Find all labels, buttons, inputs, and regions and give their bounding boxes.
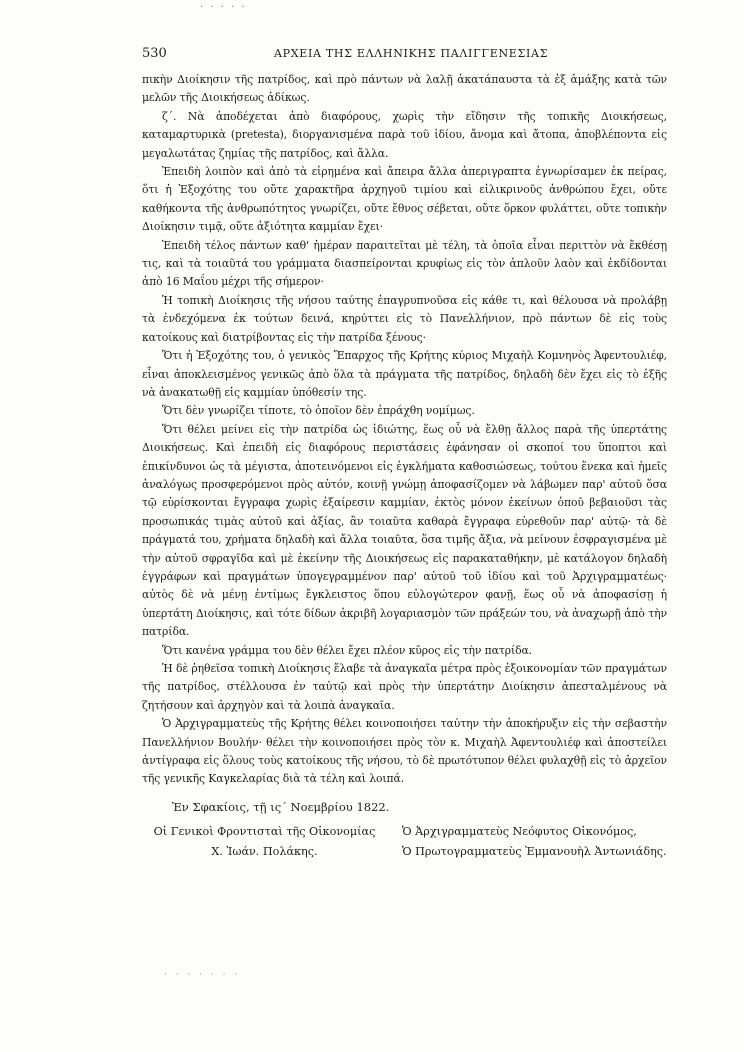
date-line: Ἐν Σφακίοις, τῇ ις΄ Νοεμβρίου 1822. xyxy=(172,799,390,814)
page-header xyxy=(142,46,667,66)
bottom-scan-marks: · · · · · · · xyxy=(164,970,241,980)
paragraph-that-2: Ὅτι δὲν γνωρίζει τίποτε, τὸ ὁποῖον δὲν ἐπράχθη νομίμως. xyxy=(162,404,475,418)
document-body xyxy=(142,71,667,862)
page-number: 530 xyxy=(142,46,167,61)
paragraph-continuation: πικὴν Διοίκησιν τῆς πατρίδος, καὶ πρὸ πάντων νὰ λαλῇ ἀκατάπαυστα τὰ ἐξ ἁμάξης κατὰ τῶν μελῶν τῆς Διοικήσεως ἀδίκως. xyxy=(142,73,667,105)
document-page xyxy=(142,0,667,1052)
signature-block xyxy=(142,822,667,862)
paragraph-secretary: Ὁ Ἀρχιγραμματεὺς τῆς Κρήτης θέλει κοινοποιήσει ταύτην τὴν ἀποκήρυξιν εἰς τὴν σεβαστὴν Πανελλήνιον Βουλήν· θέλει τὴν κοινοποιήσει πρὸς τὸν κ. Μιχαὴλ Ἀφεντουλιέφ καὶ ἀποστείλει ἀντίγραφα εἰς ὅλους τοὺς κατοίκους τῆς νήσου, τὸ δὲ πρωτότυπον θέλει φυλαχθῇ εἰς τὸ ἀρχεῖον τῆς γενικῆς Καγκελαρίας διὰ τὰ τέλη καὶ λοιπά. xyxy=(142,717,667,786)
signature-right-line-2: Ὁ Πρωτογραμματεὺς Ἐμμανουὴλ Ἀντωνιάδης. xyxy=(402,844,667,858)
paragraph-measures: Ἡ δὲ ῥηθεῖσα τοπικὴ Διοίκησις ἔλαβε τὰ ἀναγκαῖα μέτρα πρὸς ἐξοικονομίαν τῶν πραγμάτων τῆς πατρίδος, στέλλουσα ἐν ταὐτῷ καὶ πρὸς τὴν ὑπερτάτην Διοίκησιν ἀπεσταλμένους νὰ ζητήσουν καὶ ἀρχηγὸν καὶ τὰ λοιπὰ ἀναγκαῖα. xyxy=(142,662,667,712)
signature-right-line-1: Ὁ Ἀρχιγραμματεὺς Νεόφυτος Οἰκονόμος, xyxy=(402,824,637,838)
paragraph-item-zeta: ζ΄. Νὰ ἀποδέχεται ἀπὸ διαφόρους, χωρὶς τὴν εἴδησιν τῆς τοπικῆς Διοικήσεως, καταμαρτυρικὰ (pretesta), διοργανισμένα παρὰ τοῦ ἰδίου, ἄνομα καὶ ἄτοπα, ἀποβλέποντα εἰς μεγαλωτάτας ζημίας τῆς πατρίδος, καὶ ἄλλα. xyxy=(142,109,667,160)
paragraph-proclamation: Ἡ τοπικὴ Διοίκησις τῆς νήσου ταύτης ἐπαγρυπνοῦσα εἰς κάθε τι, καὶ θέλουσα νὰ προλάβῃ τὰ ἐνδεχόμενα ἐκ τούτων δεινά, κηρύττει εἰς τὸ Πανελλήνιον, πρὸ πάντων δὲ εἰς τοὺς κατοίκους καὶ διατρίβοντας εἰς τὴν πατρίδα ξένους· xyxy=(142,293,667,344)
top-scan-marks: · · · · · xyxy=(200,2,247,13)
signature-left xyxy=(142,822,387,862)
signature-right xyxy=(402,822,667,862)
paragraph-that-1: Ὅτι ἡ Ἐξοχότης του, ὁ γενικὸς Ἔπαρχος τῆς Κρήτης κύριος Μιχαὴλ Κομνηνὸς Ἀφεντουλιέφ, εἶναι ἀποκλεισμένος γενικῶς ἀπὸ ὅλα τὰ πράγματα τῆς πατρίδος, δηλαδὴ δὲν ἔχει εἰς τὸ ἑξῆς νὰ ἀνακατωθῇ εἰς καμμίαν ὑπόθεσίν της. xyxy=(142,349,667,399)
paragraph-whereas-2: Ἐπειδὴ τέλος πάντων καθ' ἡμέραν παραιτεῖται μὲ τέλη, τὰ ὁποῖα εἶναι περιττὸν νὰ ἔκθέσῃ τις, καὶ τὰ τοιαῦτά του γράμματα διασπείρονται κρυφίως εἰς τὸν ἁπλοῦν λαὸν καὶ ἐκδίδονται ἀπὸ 16 Μαΐου μέχρι τῆς σήμερον· xyxy=(142,238,667,289)
paragraph-whereas-1: Ἐπειδὴ λοιπὸν καὶ ἀπὸ τὰ εἰρημένα καὶ ἄπειρα ἄλλα ἀπεριγραπτα ἐγνωρίσαμεν ἐκ πείρας, ὅτι ἡ Ἐξοχότης του οὔτε χαρακτῆρα ἀρχηγοῦ τιμίου καὶ εἰλικρινοῦς ἀνθρώπου ἔχει, οὔτε καθήκοντα τῆς ἀνθρωπότητος γνωρίζει, οὔτε ἔθνος σέβεται, οὔτε ὅρκον φυλάττει, οὔτε τοπικὴν Διοίκησιν τιμᾷ, οὔτε ἀξιότητα καμμίαν ἔχει· xyxy=(142,165,667,234)
paragraph-that-3: Ὅτι θέλει μείνει εἰς τὴν πατρίδα ὡς ἰδιώτης, ἕως οὗ νὰ ἔλθῃ ἄλλος παρὰ τῆς ὑπερτάτης Διοικήσεως. Καὶ ἐπειδὴ εἰς διαφόρους περιστάσεις ἐφάνησαν οἱ σκοποί του ὕποπτοι καὶ ἐπικίνδυνοι ὡς τὰ μέγιστα, ἀποτεινόμενοι εἰς ἐγκλήματα καθοσιώσεως, τούτου ἕνεκα καὶ ἡμεῖς ἀναλόγως προσφερόμενοι πρὸς αὐτόν, κοινῇ γνώμῃ ἀποφασίζομεν νὰ λάβωμεν παρ' αὐτοῦ ὅσα τῷ εὑρίσκονται ἔγγραφα χωρὶς ἐξαίρεσιν καμμίαν, ἐκτὸς μόνον ἐκείνων ὁποῦ βεβαιοῦσι τὰς προσωπικάς τιμὰς αὐτοῦ καὶ ἀξίας, ἂν τοιαῦτα καθαρὰ ἔγγραφα εὑρεθοῦν παρ' αὐτῷ· τὰ δὲ πράγματά του, χρήματα δηλαδὴ καὶ ἄλλα τοιαῦτα, ὅσα τιμῆς ἄξια, νὰ μείνουν ἐσφραγισμένα μὲ τὴν αὐτοῦ σφραγῖδα καὶ μὲ ἐκείνην τῆς Διοικήσεως εἰς παρακαταθήκην, μὲ κατάλογον δηλαδὴ ἐγγράφων καὶ πραγμάτων ὑπογεγραμμένον παρ' αὐτοῦ τοῦ ἰδίου καὶ τοῦ Ἀρχιγραμματέως· αὐτὸς δὲ νὰ μένῃ ἐντίμως ἔγκλειστος ὅπου εὐλογώτερον φανῇ, ἕως οὗ νὰ ἀποφασίσῃ ἡ ὑπερτάτη Διοίκησις, καὶ τότε δίδων ἀκριβῆ λογαριασμὸν τῶν πράξεών του, νὰ ἀναχωρῇ ἀπὸ τὴν πατρίδα. xyxy=(142,422,667,639)
running-title: ΑΡΧΕΙΑ ΤΗΣ ΕΛΛΗΝΙΚΗΣ ΠΑΛΙΓΓΕΝΕΣΙΑΣ xyxy=(274,47,549,60)
paragraph-that-4: Ὅτι κανένα γράμμα του δὲν θέλει ἔχει πλέον κῦρος εἰς τὴν πατρίδα. xyxy=(162,643,532,657)
signature-left-title: Οἱ Γενικοὶ Φροντισταὶ τῆς Οἰκονομίας xyxy=(153,824,376,838)
signature-left-name: Χ. Ἰωάν. Πολάκης. xyxy=(211,844,318,858)
